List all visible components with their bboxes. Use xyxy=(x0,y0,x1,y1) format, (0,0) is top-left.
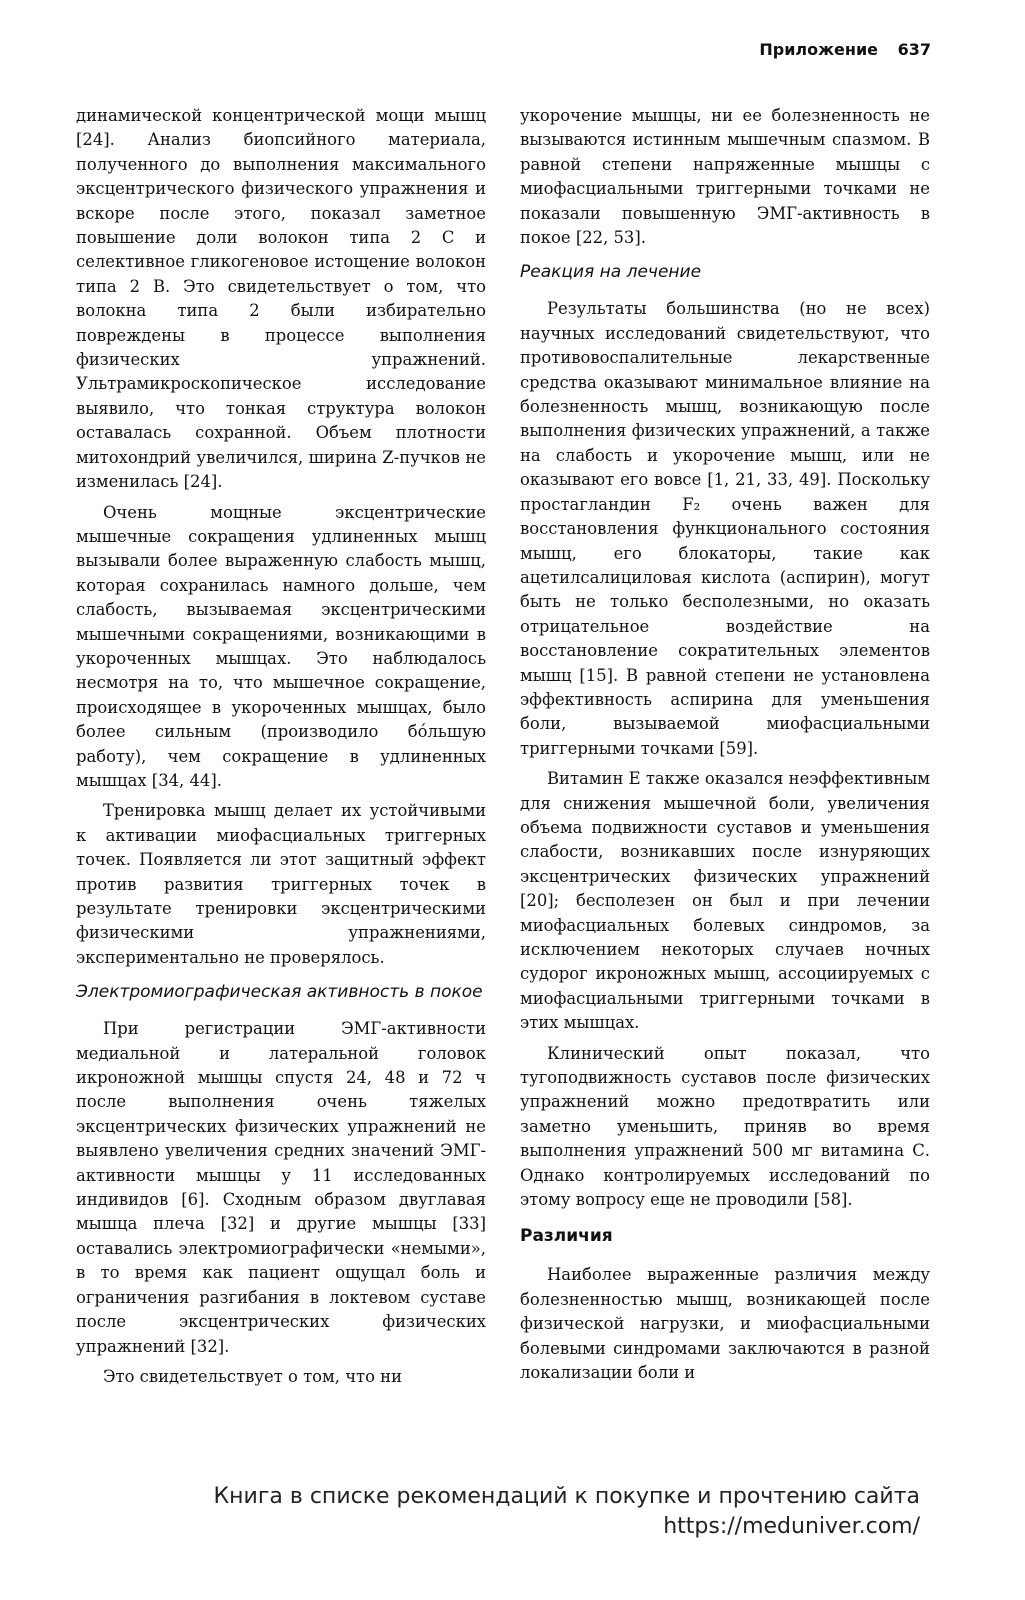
left-column xyxy=(76,104,486,1389)
watermark-link[interactable]: Книга в списке рекомендаций к покупке и прочтению сайта https://meduniver.com/ xyxy=(213,1484,920,1539)
paragraph: Наиболее выраженные различия между болезненностью мышц, возникающей после физической нагрузки, и миофасциальными болевыми синдромами заключаются в разной локализации боли и xyxy=(520,1265,930,1383)
paragraph: укорочение мышцы, ни ее болезненность не вызываются истинным мышечным спазмом. В равной степени напряженные мышцы с миофасциальными триггерными точками не показали повышенную ЭМГ-активность в покое [22, 53]. xyxy=(520,106,930,248)
section-heading-differences: Различия xyxy=(520,1226,613,1247)
page-number: 637 xyxy=(897,40,931,59)
paragraph: Клинический опыт показал, что тугоподвижность суставов после физических упражнений можно предотвратить или заметно уменьшить, приняв во время выполнения упражнений 500 мг витамина С. Однако контролируемых исследований по этому вопросу еще не проводили [58]. xyxy=(520,1043,930,1210)
section-title: Приложение xyxy=(759,40,879,59)
section-heading-emg: Электромиографическая активность в покое xyxy=(76,982,483,1003)
paragraph: Результаты большинства (но не всех) научных исследований свидетельствуют, что противовоспалительные лекарственные средства оказывают минимальное влияние на болезненность мышц, возникающую после выполнения физических упражнений, а также на слабость и укорочение мышц, или не оказывают его вовсе [1, 21, 33, 49]. Поскольку простагландин F₂ очень важен для восстановления функционального состояния мышц, его блокаторы, такие как ацетилсалициловая кислота (аспирин), могут быть не только бесполезными, но оказать отрицательное воздействие на восстановление сократительных элементов мышц [15]. В равной степени не установлена эффективность аспирина для уменьшения боли, вызываемой миофасциальными триггерными точками [59]. xyxy=(520,299,930,758)
running-header xyxy=(0,40,931,59)
paragraph: Витамин Е также оказался неэффективным для снижения мышечной боли, увеличения объема подвижности суставов и уменьшения слабости, возникавших после изнуряющих эксцентрических физических упражнений [20]; бесполезен он был и при лечении миофасциальных болевых синдромов, за исключением некоторых случаев ночных судорог икроножных мышц, ассоциируемых с миофасциальными триггерными точками в этих мышцах. xyxy=(520,769,930,1033)
right-column xyxy=(520,104,930,1386)
paragraph: динамической концентрической мощи мышц [24]. Анализ биопсийного материала, полученного до выполнения максимального эксцентрического физического упражнения и вскоре после этого, показал заметное повышение доли волокон типа 2 С и селективное гликогеновое истощение волокон типа 2 В. Это свидетельствует о том, что волокна типа 2 были избирательно повреждены в процессе выполнения физических упражнений. Ультрамикроскопическое исследование выявило, что тонкая структура волокон оставалась сохранной. Объем плотности митохондрий увеличился, ширина Z-пучков не изменилась [24]. xyxy=(76,106,486,492)
paragraph: Тренировка мышц делает их устойчивыми к активации миофасциальных триггерных точек. Появляется ли этот защитный эффект против развития триггерных точек в результате тренировки эксцентрическими физическими упражнениями, экспериментально не проверялось. xyxy=(76,801,486,967)
section-heading-treatment: Реакция на лечение xyxy=(520,262,702,283)
paragraph: Очень мощные эксцентрические мышечные сокращения удлиненных мышц вызывали более выраженную слабость мышц, которая сохранилась намного дольше, чем слабость, вызываемая эксцентрическими мышечными сокращениями, возникающими в укороченных мышцах. Это наблюдалось несмотря на то, что мышечное сокращение, происходящее в укороченных мышцах, было более сильным (производило бóльшую работу), чем сокращение в удлиненных мышцах [34, 44]. xyxy=(76,502,486,790)
paragraph: При регистрации ЭМГ-активности медиальной и латеральной головок икроножной мышцы спустя 24, 48 и 72 ч после выполнения очень тяжелых эксцентрических физических упражнений не выявлено увеличения средних значений ЭМГ-активности мышцы у 11 исследованных индивидов [6]. Сходным образом двуглавая мышца плеча [32] и другие мышцы [33] оставались электромиографически «немыми», в то время как пациент ощущал боль и ограничения разгибания в локтевом суставе после эксцентрических физических упражнений [32]. xyxy=(76,1019,486,1356)
paragraph: Это свидетельствует о том, что ни xyxy=(103,1366,403,1386)
